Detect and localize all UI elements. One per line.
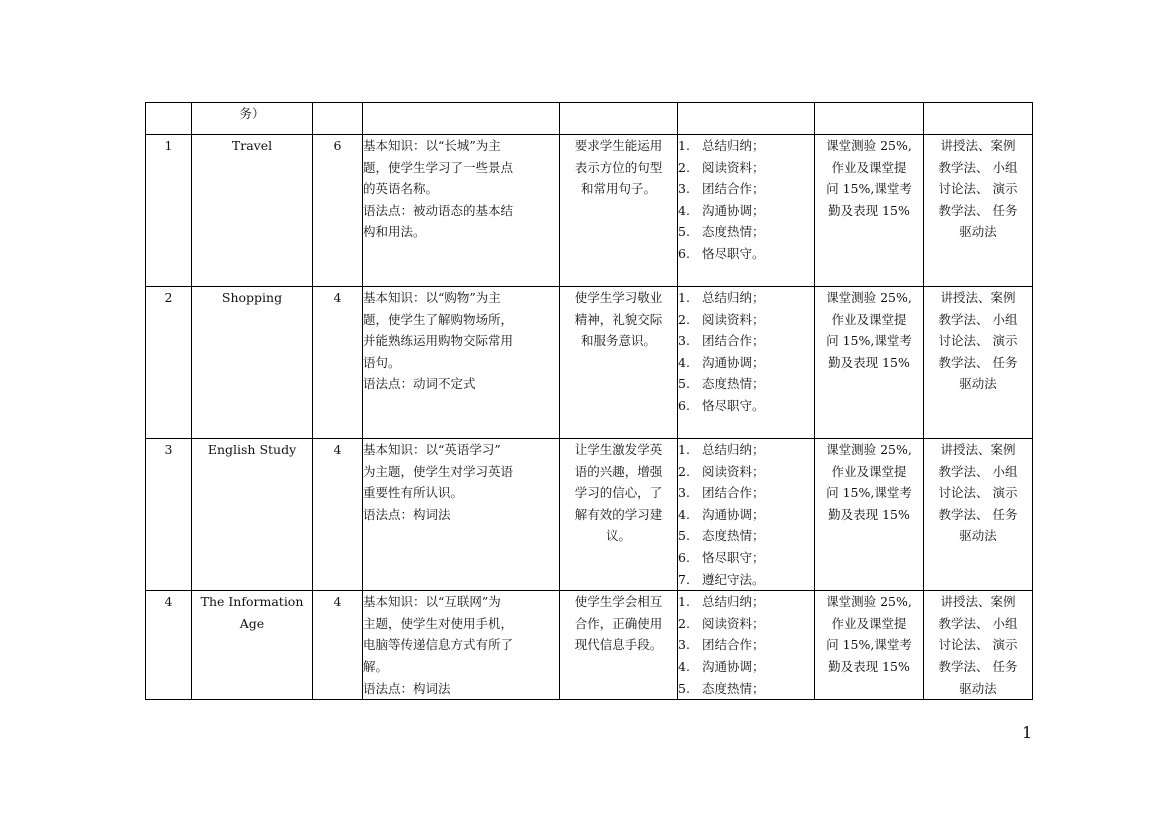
knowledge-line: 语法点：动词不定式	[363, 376, 476, 392]
assessment-line: 作业及课堂提	[831, 159, 907, 175]
method-line: 讲授法、案例	[940, 594, 1016, 610]
quality-item-number: 5.	[678, 528, 690, 544]
table-row	[146, 439, 1033, 591]
method-line: 教学法、 小组	[938, 615, 1018, 631]
cell-empty	[815, 103, 924, 135]
quality-item	[678, 309, 814, 331]
quality-item	[678, 613, 814, 635]
quality-item-text: 遵纪守法。	[702, 571, 765, 587]
knowledge-line: 基本知识：以“长城”为主	[363, 138, 501, 153]
quality-item-text: 沟通协调；	[702, 354, 765, 370]
quality-item-number: 5.	[678, 680, 690, 696]
goal-line: 使学生学习敬业	[574, 290, 663, 305]
quality-item	[678, 439, 814, 461]
quality-item	[678, 330, 814, 352]
course-plan-table	[145, 102, 1033, 700]
knowledge-line: 语句。	[363, 354, 401, 370]
quality-item	[678, 157, 814, 179]
quality-item-number: 4.	[678, 658, 690, 674]
quality-cell	[678, 287, 815, 439]
assessment-line: 勤及表现 15%	[828, 354, 910, 370]
knowledge-line: 解。	[363, 658, 389, 674]
quality-item	[678, 525, 814, 547]
quality-item	[678, 678, 814, 700]
quality-item-text: 沟通协调；	[702, 658, 765, 674]
quality-item	[678, 135, 814, 157]
goal-line: 让学生激发学英	[574, 442, 663, 457]
goal-line: 表示方位的句型	[574, 159, 663, 175]
assessment-line: 勤及表现 15%	[828, 506, 910, 522]
quality-item-number: 4.	[678, 354, 690, 370]
method-line: 教学法、 任务	[938, 658, 1018, 674]
knowledge-line: 重要性有所认识。	[363, 485, 464, 501]
method-line: 教学法、 任务	[938, 354, 1018, 370]
assessment-line: 课堂测验 25%,	[826, 138, 912, 153]
goal-line: 现代信息手段。	[574, 637, 663, 653]
quality-item-text: 总结归纳；	[702, 290, 765, 305]
goal-line: 合作，正确使用	[574, 615, 663, 631]
quality-item	[678, 243, 814, 265]
quality-item-text: 总结归纳；	[702, 594, 765, 610]
method-line: 讲授法、案例	[940, 442, 1016, 457]
quality-item-number: 6.	[678, 245, 690, 261]
quality-item-text: 团结合作；	[702, 637, 765, 653]
method-cell	[924, 287, 1033, 439]
assessment-cell	[815, 439, 924, 591]
quality-item-text: 态度热情；	[702, 376, 765, 392]
goal-line: 使学生学会相互	[574, 594, 663, 610]
method-cell	[924, 591, 1033, 700]
table-row	[146, 591, 1033, 700]
quality-item	[678, 221, 814, 243]
quality-cell	[678, 135, 815, 287]
quality-item-text: 阅读资料；	[702, 311, 765, 327]
quality-item	[678, 352, 814, 374]
goal-line: 语的兴趣，增强	[574, 463, 663, 479]
quality-item-text: 团结合作；	[702, 333, 765, 349]
knowledge-cell	[363, 135, 560, 287]
quality-item-number: 6.	[678, 397, 690, 413]
goal-cell	[560, 439, 678, 591]
lesson-number: 2	[146, 287, 192, 439]
assessment-cell	[815, 287, 924, 439]
continuation-text: 务）	[192, 103, 313, 135]
lesson-hours: 4	[313, 287, 363, 439]
quality-item-text: 团结合作；	[702, 485, 765, 501]
method-line: 驱动法	[959, 528, 997, 544]
method-cell	[924, 439, 1033, 591]
quality-item-number: 7.	[678, 571, 690, 587]
quality-item	[678, 461, 814, 483]
assessment-line: 课堂测验 25%,	[826, 290, 912, 305]
method-line: 教学法、 小组	[938, 311, 1018, 327]
assessment-line: 勤及表现 15%	[828, 658, 910, 674]
quality-item	[678, 200, 814, 222]
goal-cell	[560, 287, 678, 439]
knowledge-line: 基本知识：以“互联网”为	[363, 594, 501, 610]
knowledge-line: 基本知识：以“英语学习”	[363, 442, 501, 457]
quality-item-text: 恪尽职守。	[702, 245, 765, 261]
goal-line: 精神，礼貌交际	[574, 311, 663, 327]
goal-cell	[560, 135, 678, 287]
quality-item-number: 2.	[678, 311, 690, 327]
quality-item-text: 态度热情；	[702, 224, 765, 240]
method-cell	[924, 135, 1033, 287]
lesson-hours: 4	[313, 439, 363, 591]
quality-item-number: 1.	[678, 290, 690, 305]
quality-item	[678, 591, 814, 613]
quality-item-number: 3.	[678, 333, 690, 349]
assessment-line: 问 15%,课堂考	[826, 333, 912, 349]
cell-empty	[924, 103, 1033, 135]
quality-item	[678, 569, 814, 591]
method-line: 讲授法、案例	[940, 138, 1016, 153]
continuation-row	[146, 103, 1033, 135]
assessment-line: 课堂测验 25%,	[826, 442, 912, 457]
quality-item-number: 1.	[678, 442, 690, 457]
cell-empty	[560, 103, 678, 135]
quality-item-number: 2.	[678, 463, 690, 479]
assessment-line: 课堂测验 25%,	[826, 594, 912, 610]
assessment-line: 问 15%,课堂考	[826, 637, 912, 653]
method-line: 教学法、 小组	[938, 463, 1018, 479]
quality-item-number: 3.	[678, 637, 690, 653]
quality-item-text: 沟通协调；	[702, 506, 765, 522]
knowledge-line: 基本知识：以“购物”为主	[363, 290, 501, 305]
assessment-line: 问 15%,课堂考	[826, 485, 912, 501]
table-row	[146, 135, 1033, 287]
cell-empty	[363, 103, 560, 135]
quality-item-text: 团结合作；	[702, 181, 765, 197]
lesson-hours: 4	[313, 591, 363, 700]
lesson-number: 3	[146, 439, 192, 591]
quality-item-text: 总结归纳；	[702, 442, 765, 457]
knowledge-line: 的英语名称。	[363, 181, 439, 197]
quality-item-number: 4.	[678, 506, 690, 522]
method-line: 教学法、 小组	[938, 159, 1018, 175]
quality-item-number: 4.	[678, 202, 690, 218]
method-line: 驱动法	[959, 376, 997, 392]
quality-item-text: 总结归纳；	[702, 138, 765, 153]
quality-item	[678, 547, 814, 569]
assessment-cell	[815, 591, 924, 700]
quality-item-text: 恪尽职守。	[702, 397, 765, 413]
knowledge-line: 语法点：构词法	[363, 506, 451, 522]
quality-item-text: 沟通协调；	[702, 202, 765, 218]
quality-item	[678, 178, 814, 200]
method-line: 教学法、 任务	[938, 506, 1018, 522]
knowledge-line: 题，使学生学习了一些景点	[363, 159, 514, 175]
cell-empty	[313, 103, 363, 135]
quality-item-text: 阅读资料；	[702, 615, 765, 631]
knowledge-line: 语法点：被动语态的基本结	[363, 202, 514, 218]
table-row	[146, 287, 1033, 439]
quality-item-number: 5.	[678, 376, 690, 392]
quality-item-text: 态度热情；	[702, 528, 765, 544]
quality-item-text: 态度热情；	[702, 680, 765, 696]
lesson-number: 4	[146, 591, 192, 700]
lesson-title: Travel	[192, 135, 313, 287]
method-line: 讲授法、案例	[940, 290, 1016, 305]
goal-line: 解有效的学习建	[574, 506, 663, 522]
quality-item-number: 3.	[678, 485, 690, 501]
knowledge-cell	[363, 591, 560, 700]
knowledge-cell	[363, 439, 560, 591]
method-line: 讨论法、 演示	[938, 181, 1018, 197]
method-line: 讨论法、 演示	[938, 333, 1018, 349]
page-number: 1	[1022, 723, 1033, 742]
quality-item-text: 阅读资料；	[702, 159, 765, 175]
quality-item-number: 3.	[678, 181, 690, 197]
knowledge-line: 电脑等传递信息方式有所了	[363, 637, 514, 653]
goal-line: 议。	[605, 528, 631, 544]
assessment-line: 作业及课堂提	[831, 615, 907, 631]
quality-cell	[678, 591, 815, 700]
quality-item	[678, 395, 814, 417]
quality-item	[678, 634, 814, 656]
quality-item-number: 1.	[678, 138, 690, 153]
knowledge-line: 题，使学生了解购物场所，	[363, 311, 514, 327]
lesson-number: 1	[146, 135, 192, 287]
quality-item	[678, 287, 814, 309]
quality-cell	[678, 439, 815, 591]
assessment-line: 作业及课堂提	[831, 463, 907, 479]
assessment-line: 问 15%,课堂考	[826, 181, 912, 197]
lesson-title: The Information Age	[192, 591, 313, 700]
method-line: 驱动法	[959, 680, 997, 696]
quality-item-number: 5.	[678, 224, 690, 240]
lesson-title: English Study	[192, 439, 313, 591]
knowledge-line: 为主题，使学生对学习英语	[363, 463, 514, 479]
cell-empty	[678, 103, 815, 135]
assessment-cell	[815, 135, 924, 287]
knowledge-line: 语法点：构词法	[363, 680, 451, 696]
knowledge-line: 构和用法。	[363, 224, 426, 240]
quality-item-number: 1.	[678, 594, 690, 610]
quality-item-number: 2.	[678, 615, 690, 631]
goal-line: 要求学生能运用	[574, 138, 663, 153]
quality-item-number: 6.	[678, 549, 690, 565]
quality-item	[678, 373, 814, 395]
quality-item	[678, 504, 814, 526]
assessment-line: 作业及课堂提	[831, 311, 907, 327]
goal-line: 学习的信心，了	[574, 485, 663, 501]
quality-item	[678, 482, 814, 504]
lesson-title: Shopping	[192, 287, 313, 439]
goal-line: 和服务意识。	[580, 333, 656, 349]
goal-line: 和常用句子。	[580, 181, 656, 197]
method-line: 讨论法、 演示	[938, 485, 1018, 501]
method-line: 讨论法、 演示	[938, 637, 1018, 653]
quality-item-text: 恪尽职守；	[702, 549, 765, 565]
lesson-hours: 6	[313, 135, 363, 287]
cell-empty	[146, 103, 192, 135]
quality-item-number: 2.	[678, 159, 690, 175]
method-line: 教学法、 任务	[938, 202, 1018, 218]
knowledge-cell	[363, 287, 560, 439]
assessment-line: 勤及表现 15%	[828, 202, 910, 218]
knowledge-line: 主题，使学生对使用手机，	[363, 615, 514, 631]
quality-item	[678, 656, 814, 678]
method-line: 驱动法	[959, 224, 997, 240]
quality-item-text: 阅读资料；	[702, 463, 765, 479]
knowledge-line: 并能熟练运用购物交际常用	[363, 333, 514, 349]
goal-cell	[560, 591, 678, 700]
